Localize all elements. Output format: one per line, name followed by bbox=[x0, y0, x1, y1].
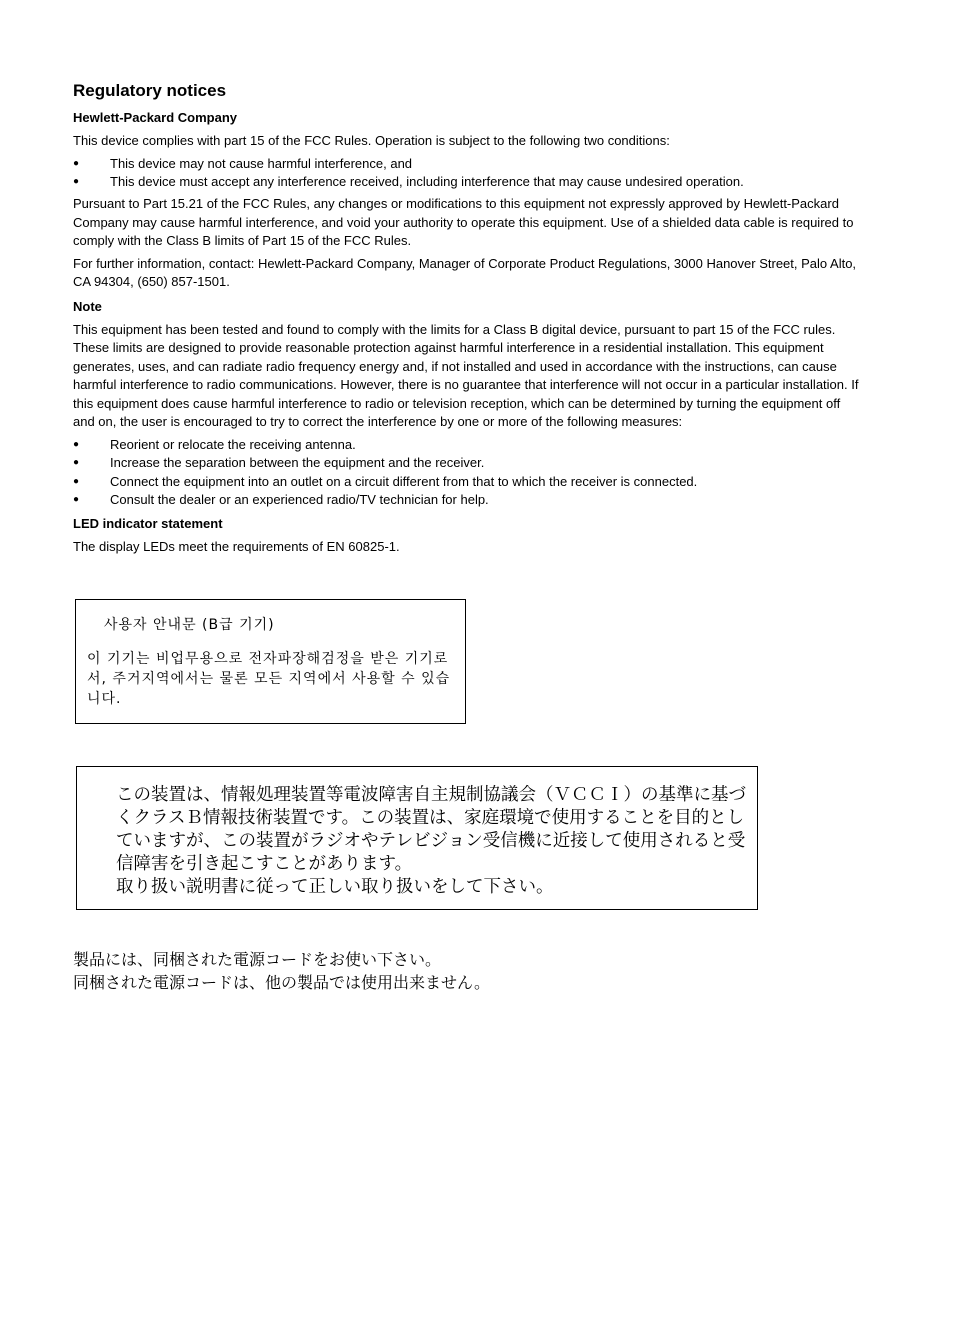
led-heading: LED indicator statement bbox=[73, 516, 223, 532]
pursuant-paragraph: Pursuant to Part 15.21 of the FCC Rules, any changes or modifications to this equipment not expressly approved by Hewlett-Packard Company may cause harmful interference, and void your authority to operate this equipment. Use of a shielded data cable is required to comply with the Class B limits of Part 15 of the FCC Rules. bbox=[73, 196, 854, 249]
measures-list bbox=[73, 436, 865, 510]
hp-heading: Hewlett-Packard Company bbox=[73, 110, 237, 125]
korean-notice-title: 사용자 안내문 (B급 기기) bbox=[104, 617, 275, 633]
regulatory-content bbox=[73, 80, 865, 561]
list-item: ● This device must accept any interference received, including interference that may cause undesired operation. bbox=[73, 173, 865, 191]
list-item: ● Connect the equipment into an outlet on a circuit different from that to which the receiver is connected. bbox=[73, 473, 865, 491]
note-paragraph: This equipment has been tested and found to comply with the limits for a Class B digital device, pursuant to part 15 of the FCC rules. These limits are designed to provide reasonable protection against harmful interference in a residential installation. This equipment generates, uses, and can radiate radio frequency energy and, if not installed and used in accordance with the instructions, can cause harmful interference to radio communications. However, there is no guarantee that interference will not occur in a particular installation. If this equipment does cause harmful interference to radio or television reception, which can be determined by turning the equipment off and on, the user is encouraged to try to correct the interference by one or more of the following measures: bbox=[73, 321, 859, 430]
note-heading: Note bbox=[73, 298, 102, 314]
power-cord-line-2: 同梱された電源コードは、他の製品では使用出来ません。 bbox=[73, 973, 490, 992]
hp-intro: This device complies with part 15 of the FCC Rules. Operation is subject to the following two conditions: bbox=[73, 133, 670, 148]
contact-paragraph: For further information, contact: Hewlett-Packard Company, Manager of Corporate Product Regulations, 3000 Hanover Street, Palo Alto, CA 94304, (650) 857-1501. bbox=[73, 255, 857, 290]
page-title: Regulatory notices bbox=[73, 81, 227, 100]
power-cord-notice bbox=[73, 948, 773, 994]
vcci-line-2: 取り扱い説明書に従って正しい取り扱いをして下さい。 bbox=[116, 877, 554, 897]
korean-notice-box bbox=[75, 599, 466, 724]
vcci-line-1: この装置は、情報処理装置等電波障害自主規制協議会（ＶＣＣＩ）の基準に基づくクラスＢ情報技術装置です。この装置は、家庭環境で使用することを目的としていますが、この装置がラジオやテレビジョン受信機に近接して使用されると受信障害を引き起こすことがあります。 bbox=[116, 785, 746, 874]
korean-notice-text: 이 기기는 비업무용으로 전자파장해검정을 받은 기기로서, 주거지역에서는 물론 모든 지역에서 사용할 수 있습니다. bbox=[87, 651, 451, 707]
list-item: ● Reorient or relocate the receiving antenna. bbox=[73, 436, 865, 454]
list-item: ● This device may not cause harmful interference, and bbox=[73, 155, 865, 173]
vcci-notice-text bbox=[97, 784, 747, 899]
led-paragraph: The display LEDs meet the requirements of EN 60825-1. bbox=[73, 539, 400, 555]
vcci-notice-box bbox=[76, 766, 758, 910]
list-item: ● Consult the dealer or an experienced radio/TV technician for help. bbox=[73, 491, 865, 509]
list-item: ● Increase the separation between the equipment and the receiver. bbox=[73, 454, 865, 472]
fcc-conditions-list bbox=[73, 155, 865, 192]
power-cord-line-1: 製品には、同梱された電源コードをお使い下さい。 bbox=[73, 950, 442, 969]
